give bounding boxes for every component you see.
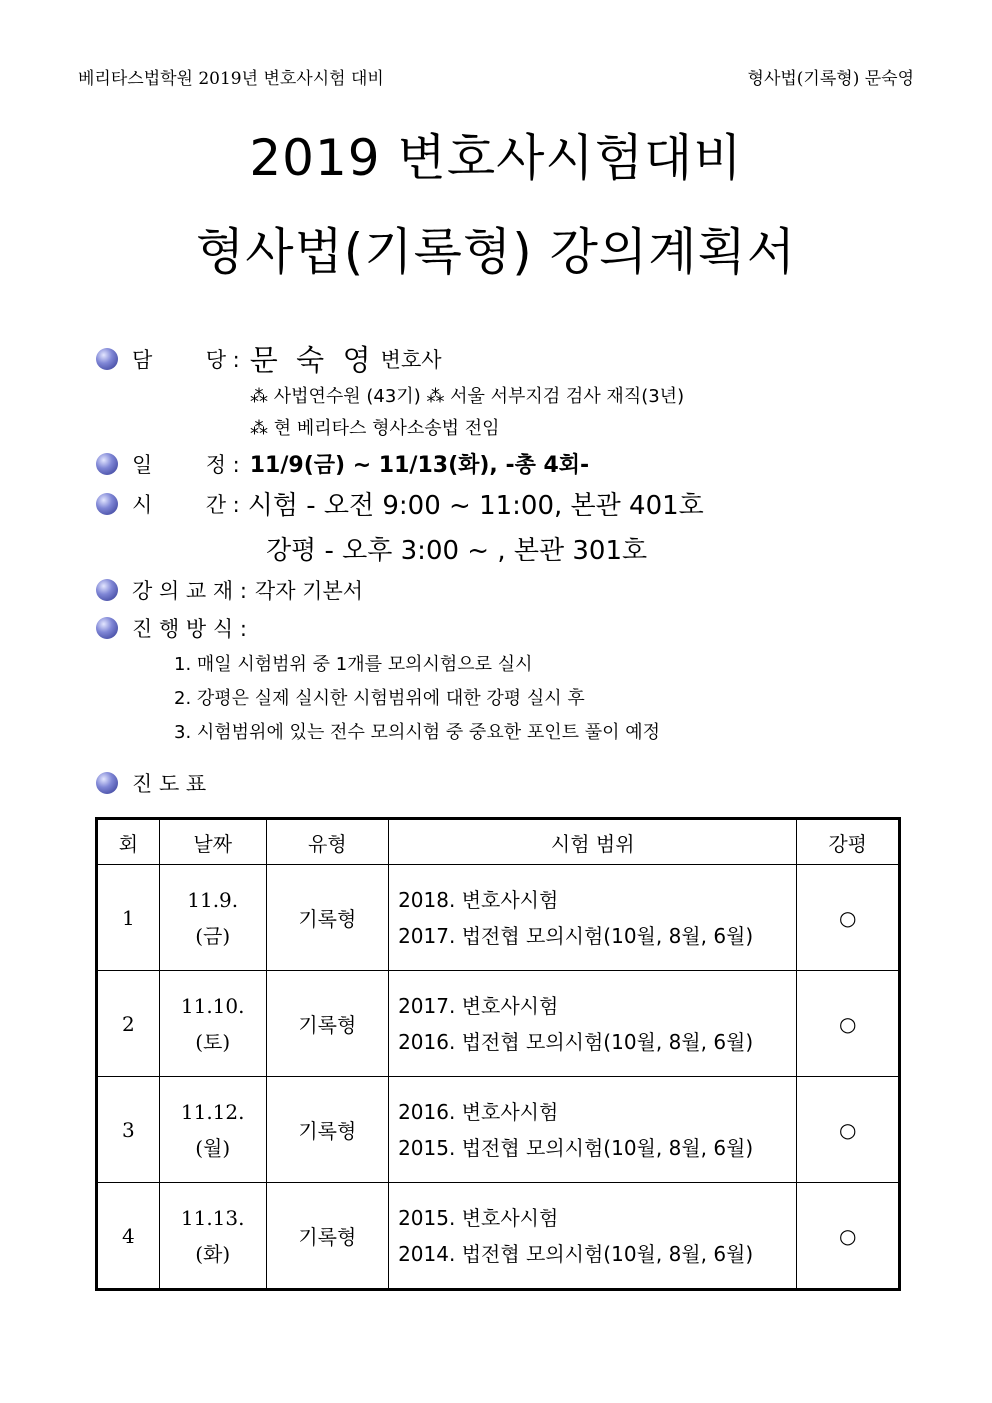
method-row — [96, 613, 247, 643]
instructor-career-1: ⁂ 사법연수원 (43기) ⁂ 서울 서부지검 검사 재직(3년) — [250, 386, 685, 407]
date-value: 11.12. — [180, 1099, 245, 1124]
day-value: (토) — [195, 1029, 231, 1054]
table-header-row — [97, 819, 900, 865]
method-label: 진 행 방 식 : — [132, 617, 247, 641]
time-label: 시 간 : — [132, 492, 240, 517]
textbook-label: 강 의 교 재 : — [132, 579, 247, 603]
table-row — [97, 971, 900, 1077]
time-row — [96, 485, 704, 522]
column-header-date: 날짜 — [159, 819, 266, 865]
range-cell — [389, 1183, 797, 1290]
range-cell — [389, 865, 797, 971]
sphere-bullet-icon — [96, 493, 118, 515]
type-cell: 기록형 — [266, 865, 388, 971]
date-cell — [159, 1077, 266, 1183]
review-cell: ○ — [797, 865, 900, 971]
review-cell: ○ — [797, 1077, 900, 1183]
textbook-value: 각자 기본서 — [254, 579, 364, 603]
instructor-row — [96, 338, 442, 379]
instructor-label: 담 당 : — [132, 347, 240, 372]
table-row — [97, 1077, 900, 1183]
day-value: (화) — [195, 1241, 231, 1266]
progress-label: 진 도 표 — [132, 772, 207, 796]
schedule-label: 일 정 : — [132, 452, 240, 477]
time-line1: 시험 - 오전 9:00 ~ 11:00, 본관 401호 — [247, 491, 704, 521]
progress-table — [95, 817, 901, 1291]
column-header-range: 시험 범위 — [389, 819, 797, 865]
day-value: (월) — [195, 1135, 231, 1160]
time-line2: 강평 - 오후 3:00 ~ , 본관 301호 — [266, 536, 648, 566]
sphere-bullet-icon — [96, 617, 118, 639]
sphere-bullet-icon — [96, 772, 118, 794]
date-value: 11.10. — [180, 993, 245, 1018]
date-value: 11.9. — [187, 887, 239, 912]
range-line-2: 2016. 법전협 모의시험(10월, 8월, 6월) — [398, 1029, 754, 1054]
round-cell: 3 — [97, 1077, 160, 1183]
range-cell — [389, 971, 797, 1077]
date-cell — [159, 1183, 266, 1290]
range-line-1: 2017. 변호사시험 — [398, 993, 559, 1018]
range-line-1: 2016. 변호사시험 — [398, 1099, 559, 1124]
date-cell — [159, 971, 266, 1077]
date-value: 11.13. — [180, 1205, 245, 1230]
method-item-2: 2. 강평은 실제 실시한 시험범위에 대한 강평 실시 후 — [174, 688, 585, 709]
type-cell: 기록형 — [266, 1183, 388, 1290]
column-header-round: 회 — [97, 819, 160, 865]
method-item-1: 1. 매일 시험범위 중 1개를 모의시험으로 실시 — [174, 654, 533, 675]
table-row — [97, 1183, 900, 1290]
column-header-review: 강평 — [797, 819, 900, 865]
range-line-2: 2015. 법전협 모의시험(10월, 8월, 6월) — [398, 1135, 754, 1160]
sphere-bullet-icon — [96, 579, 118, 601]
textbook-row — [96, 575, 363, 605]
header-right: 형사법(기록형) 문숙영 — [747, 69, 914, 89]
review-cell: ○ — [797, 1183, 900, 1290]
type-cell: 기록형 — [266, 971, 388, 1077]
title-line2: 형사법(기록형) 강의계획서 — [195, 223, 797, 281]
range-line-1: 2018. 변호사시험 — [398, 887, 559, 912]
round-cell: 4 — [97, 1183, 160, 1290]
instructor-career-2: ⁂ 현 베리타스 형사소송법 전임 — [250, 418, 500, 439]
header-left: 베리타스법학원 2019년 변호사시험 대비 — [78, 69, 384, 89]
range-line-1: 2015. 변호사시험 — [398, 1205, 559, 1230]
instructor-suffix: 변호사 — [380, 347, 442, 372]
range-line-2: 2014. 법전협 모의시험(10월, 8월, 6월) — [398, 1241, 754, 1266]
round-cell: 2 — [97, 971, 160, 1077]
column-header-type: 유형 — [266, 819, 388, 865]
title-line1: 2019 변호사시험대비 — [249, 129, 743, 187]
table-row — [97, 865, 900, 971]
schedule-row — [96, 448, 589, 479]
range-cell — [389, 1077, 797, 1183]
day-value: (금) — [195, 923, 231, 948]
sphere-bullet-icon — [96, 348, 118, 370]
sphere-bullet-icon — [96, 453, 118, 475]
progress-row — [96, 768, 206, 798]
method-item-3: 3. 시험범위에 있는 전수 모의시험 중 중요한 포인트 풀이 예정 — [174, 722, 660, 743]
date-cell — [159, 865, 266, 971]
instructor-name: 문 숙 영 — [249, 343, 371, 377]
schedule-value: 11/9(금) ~ 11/13(화), -총 4회- — [249, 453, 590, 478]
review-cell: ○ — [797, 971, 900, 1077]
round-cell: 1 — [97, 865, 160, 971]
range-line-2: 2017. 법전협 모의시험(10월, 8월, 6월) — [398, 923, 754, 948]
type-cell: 기록형 — [266, 1077, 388, 1183]
